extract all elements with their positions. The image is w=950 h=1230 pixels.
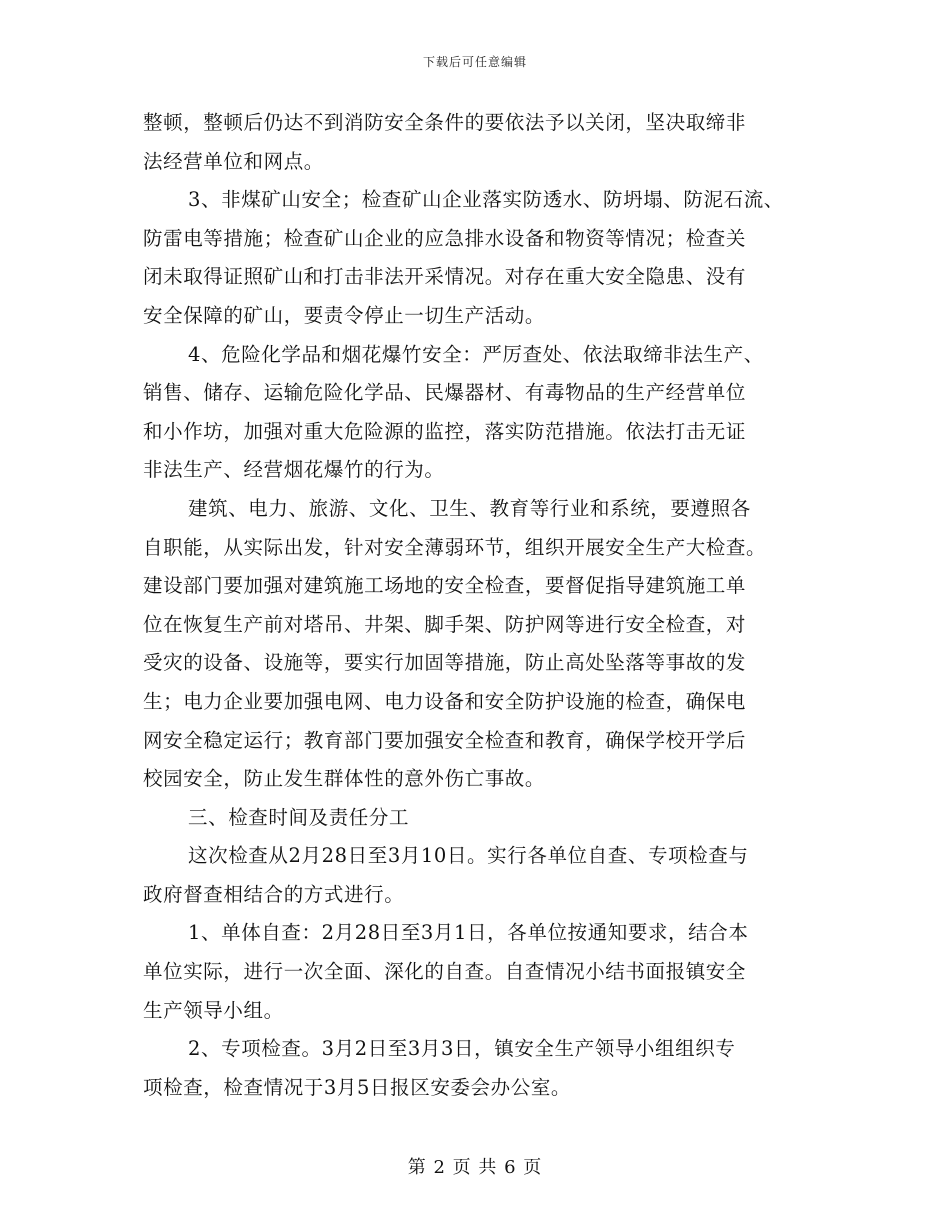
body-line: 非法生产、经营烟花爆竹的行为。 — [143, 458, 445, 482]
body-line: 单位实际，进行一次全面、深化的自查。自查情况小结书面报镇安全 — [143, 960, 747, 984]
body-line: 销售、储存、运输危险化学品、民爆器材、有毒物品的生产经营单位 — [143, 381, 747, 405]
body-line: 生产领导小组。 — [143, 998, 284, 1022]
body-line: 建筑、电力、旅游、文化、卫生、教育等行业和系统，要遵照各 — [188, 496, 751, 520]
body-line: 校园安全，防止发生群体性的意外伤亡事故。 — [143, 767, 546, 791]
body-line: 3、非煤矿山安全；检查矿山企业落实防透水、防坍塌、防泥石流、 — [188, 188, 784, 212]
page-number: 第 2 页 共 6 页 — [407, 1157, 543, 1178]
document-body — [143, 104, 833, 1107]
body-line: 和小作坊，加强对重大危险源的监控，落实防范措施。依法打击无证 — [143, 419, 747, 443]
section-heading: 三、检查时间及责任分工 — [188, 805, 410, 829]
body-line: 位在恢复生产前对塔吊、井架、脚手架、防护网等进行安全检查，对 — [143, 612, 747, 636]
body-line: 自职能，从实际出发，针对安全薄弱环节，组织开展安全生产大检查。 — [143, 535, 767, 559]
body-line: 1、单体自查：2月28日至3月1日，各单位按通知要求，结合本 — [188, 921, 749, 945]
body-line: 4、危险化学品和烟花爆竹安全：严厉查处、依法取缔非法生产、 — [188, 342, 764, 366]
body-line: 防雷电等措施；检查矿山企业的应急排水设备和物资等情况；检查关 — [143, 226, 747, 250]
body-line: 2、专项检查。3月2日至3月3日，镇安全生产领导小组组织专 — [188, 1037, 736, 1061]
body-line: 安全保障的矿山，要责令停止一切生产活动。 — [143, 303, 546, 327]
body-line: 生；电力企业要加强电网、电力设备和安全防护设施的检查，确保电 — [143, 689, 747, 713]
body-line: 整顿，整顿后仍达不到消防安全条件的要依法予以关闭，坚决取缔非 — [143, 111, 747, 134]
body-line: 闭未取得证照矿山和打击非法开采情况。对存在重大安全隐患、没有 — [143, 265, 747, 289]
body-line: 项检查，检查情况于3月5日报区安委会办公室。 — [143, 1075, 572, 1099]
body-line: 受灾的设备、设施等，要实行加固等措施，防止高处坠落等事故的发 — [143, 651, 747, 675]
page-header-note: 下载后可任意编辑 — [422, 55, 527, 69]
body-line: 法经营单位和网点。 — [143, 149, 324, 173]
body-line: 建设部门要加强对建筑施工场地的安全检查，要督促指导建筑施工单 — [143, 574, 747, 598]
body-line: 这次检查从2月28日至3月10日。实行各单位自查、专项检查与 — [188, 844, 749, 868]
body-line: 政府督查相结合的方式进行。 — [143, 882, 405, 906]
body-line: 网安全稳定运行；教育部门要加强安全检查和教育，确保学校开学后 — [143, 728, 747, 752]
